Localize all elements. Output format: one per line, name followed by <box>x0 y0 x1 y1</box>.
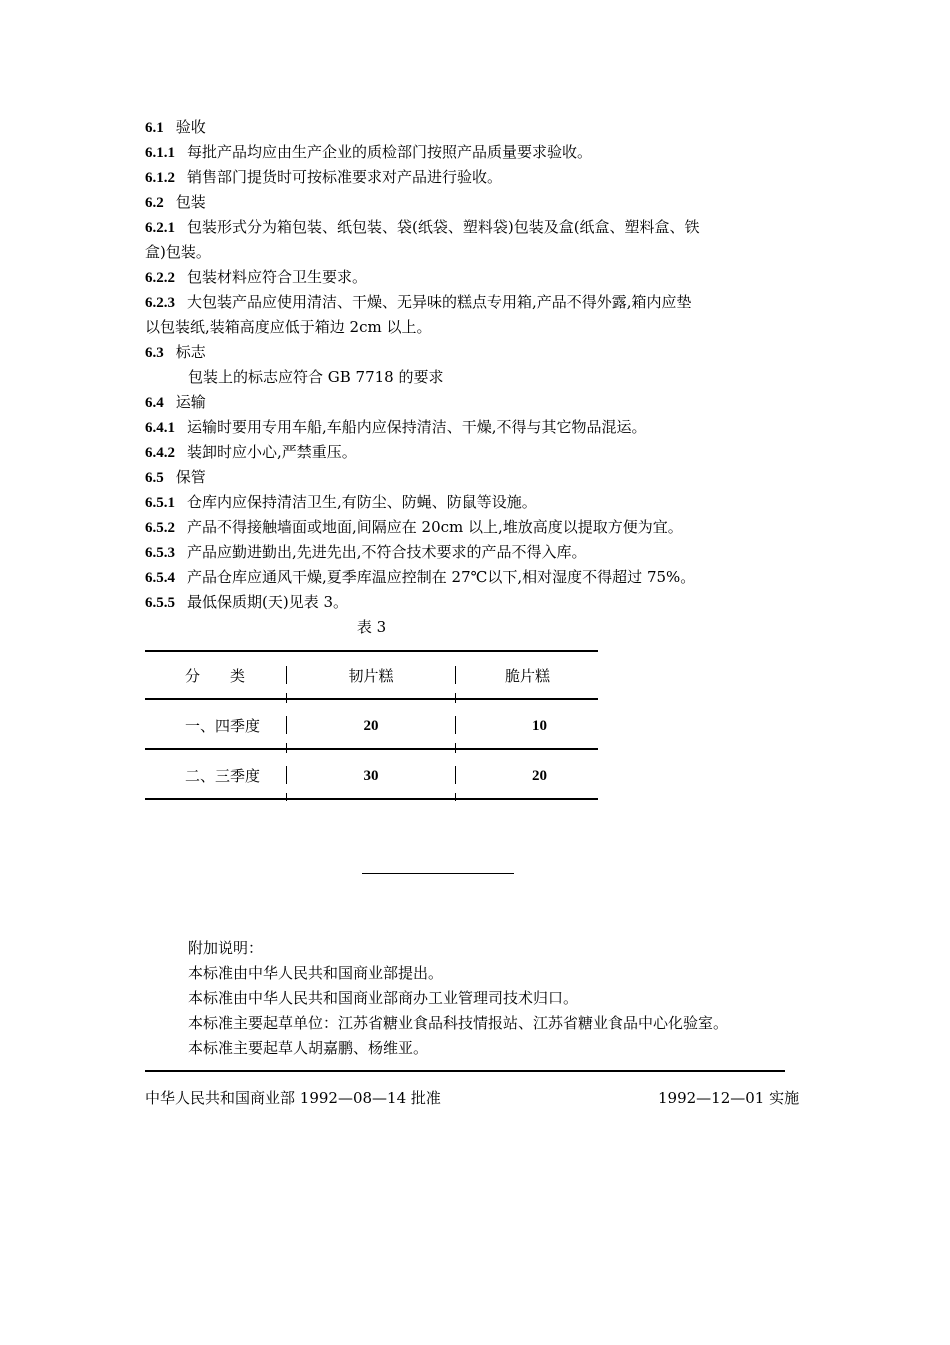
table-row-label: 一、四季度 <box>184 717 260 735</box>
section-text: 仓库内应保持清洁卫生,有防尘、防蝇、防鼠等设施。 <box>187 493 537 511</box>
section-6-5-2 <box>145 517 683 538</box>
section-text: 验收 <box>175 118 206 136</box>
table-header-crisp: 脆片糕 <box>504 667 550 685</box>
section-number: 6.2.1 <box>145 220 175 236</box>
column-separator <box>286 716 287 734</box>
section-number: 6.5.1 <box>145 495 175 511</box>
section-number: 6.1.2 <box>145 170 175 186</box>
notes-line: 本标准主要起草单位：江苏省糖业食品科技情报站、江苏省糖业食品中心化验室。 <box>188 1014 729 1032</box>
section-6-5-5 <box>145 592 348 613</box>
approval-date: 中华人民共和国商业部 1992—08—14 批准 <box>145 1089 441 1107</box>
section-6-1-1 <box>145 142 592 163</box>
section-number: 6.5.3 <box>145 545 175 561</box>
section-number: 6.2 <box>145 195 164 211</box>
section-number: 6.3 <box>145 345 164 361</box>
section-text: 每批产品均应由生产企业的质检部门按照产品质量要求验收。 <box>187 143 593 161</box>
notes-line: 本标准由中华人民共和国商业部提出。 <box>188 964 444 982</box>
section-number: 6.2.3 <box>145 295 175 311</box>
section-6-3-body <box>188 367 444 387</box>
section-text: 以包装纸,装箱高度应低于箱边 2cm 以上。 <box>145 318 432 336</box>
section-text: 产品不得接触墙面或地面,间隔应在 20cm 以上,堆放高度以提取方便为宜。 <box>187 518 683 536</box>
notes-title: 附加说明： <box>188 939 264 957</box>
table-bottom-rule <box>145 798 598 800</box>
table-cell: 20 <box>363 718 379 734</box>
table-header-soft: 韧片糕 <box>348 667 394 685</box>
section-text: 产品应勤进勤出,先进先出,不符合技术要求的产品不得入库。 <box>187 543 587 561</box>
section-6-4-2 <box>145 442 357 463</box>
table-row-rule <box>145 698 598 700</box>
section-text: 包装上的标志应符合 GB 7718 的要求 <box>188 368 444 386</box>
section-number: 6.4 <box>145 395 164 411</box>
section-6-2-2 <box>145 267 367 288</box>
section-text: 标志 <box>175 343 206 361</box>
section-6-5-4 <box>145 567 695 588</box>
section-number: 6.4.1 <box>145 420 175 436</box>
section-end-rule <box>362 873 514 874</box>
section-text: 产品仓库应通风干燥,夏季库温应控制在 27℃以下,相对湿度不得超过 75%。 <box>187 568 696 586</box>
table-caption: 表 3 <box>356 618 387 636</box>
section-6-2 <box>145 192 206 213</box>
footer-rule <box>145 1070 785 1072</box>
table-row-label: 二、三季度 <box>184 767 260 785</box>
section-6-2-3 <box>145 292 692 313</box>
section-6-4 <box>145 392 206 413</box>
section-text: 运输 <box>175 393 206 411</box>
section-number: 6.5.4 <box>145 570 175 586</box>
column-separator <box>286 666 287 684</box>
table-cell: 30 <box>363 768 379 784</box>
column-separator <box>455 666 456 684</box>
section-6-2-1 <box>145 217 700 238</box>
section-number: 6.1 <box>145 120 164 136</box>
column-separator <box>455 716 456 734</box>
section-6-1-2 <box>145 167 502 188</box>
section-text: 运输时要用专用车船,车船内应保持清洁、干燥,不得与其它物品混运。 <box>187 418 647 436</box>
column-cross <box>455 693 456 703</box>
column-separator <box>455 766 456 784</box>
section-text: 销售部门提货时可按标准要求对产品进行验收。 <box>187 168 503 186</box>
effective-date: 1992—12—01 实施 <box>658 1089 800 1107</box>
section-text: 大包装产品应使用清洁、干燥、无异味的糕点专用箱,产品不得外露,箱内应垫 <box>187 293 692 311</box>
section-6-5-1 <box>145 492 537 513</box>
section-6-3 <box>145 342 206 363</box>
section-6-2-3-continued <box>145 317 431 337</box>
section-6-5 <box>145 467 206 488</box>
notes-line: 本标准主要起草人胡嘉鹏、杨维亚。 <box>188 1039 429 1057</box>
section-text: 包装材料应符合卫生要求。 <box>187 268 368 286</box>
section-6-1 <box>145 117 206 138</box>
column-cross <box>455 743 456 753</box>
section-text: 包装 <box>175 193 206 211</box>
column-cross <box>286 693 287 703</box>
table-row-rule <box>145 748 598 750</box>
section-6-2-1-continued <box>145 242 211 262</box>
section-text: 包装形式分为箱包装、纸包装、袋(纸袋、塑料袋)包装及盒(纸盒、塑料盒、铁 <box>187 218 700 236</box>
section-text: 最低保质期(天)见表 3。 <box>187 593 349 611</box>
section-number: 6.1.1 <box>145 145 175 161</box>
column-cross <box>286 743 287 753</box>
section-number: 6.4.2 <box>145 445 175 461</box>
section-number: 6.5 <box>145 470 164 486</box>
column-separator <box>286 766 287 784</box>
section-6-4-1 <box>145 417 647 438</box>
section-text: 盒)包装。 <box>145 243 211 261</box>
table-cell: 10 <box>532 718 547 734</box>
notes-line: 本标准由中华人民共和国商业部商办工业管理司技术归口。 <box>188 989 579 1007</box>
table-header-category: 分 类 <box>184 667 245 685</box>
section-6-5-3 <box>145 542 587 563</box>
section-number: 6.5.2 <box>145 520 175 536</box>
column-cross <box>286 793 287 801</box>
table-top-rule <box>145 650 598 652</box>
section-text: 装卸时应小心,严禁重压。 <box>187 443 357 461</box>
section-number: 6.2.2 <box>145 270 175 286</box>
section-text: 保管 <box>175 468 206 486</box>
column-cross <box>455 793 456 801</box>
table-cell: 20 <box>532 768 547 784</box>
section-number: 6.5.5 <box>145 595 175 611</box>
